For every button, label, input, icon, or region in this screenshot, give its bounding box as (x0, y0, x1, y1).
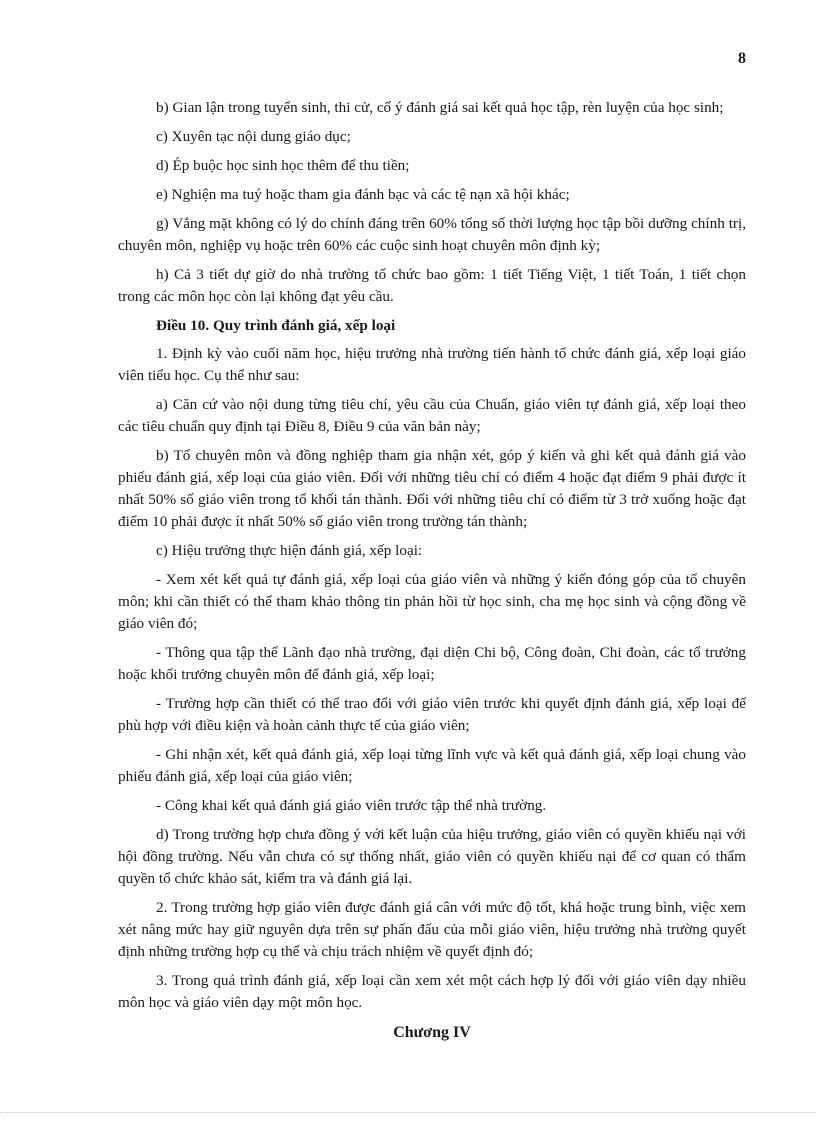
paragraph-h-lessons: h) Cả 3 tiết dự giờ do nhà trường tổ chức bao gồm: 1 tiết Tiếng Việt, 1 tiết Toán, 1 tiết chọn trong các môn học còn lại không đạt yêu cầu. (118, 266, 746, 305)
paragraph-b-fraud: b) Gian lận trong tuyển sinh, thi cử, cố ý đánh giá sai kết quả học tập, rèn luyện của học sinh; (156, 99, 724, 116)
chapter-title: Chương IV (393, 1024, 471, 1041)
paragraph-b-peer-review: b) Tổ chuyên môn và đồng nghiệp tham gia nhận xét, góp ý kiến và ghi kết quả đánh giá vào phiếu đánh giá, xếp loại của giáo viên. Đối với những tiêu chí có điểm 4 hoặc đạt điểm 9 phải được ít nhất 50% số giáo viên trong tổ khối tán thành. Đối với những tiêu chí có điểm từ 3 trở xuống hoặc đạt điểm 10 phải được ít nhất 50% số giáo viên trong trường tán thành; (118, 447, 746, 530)
bullet-record: - Ghi nhận xét, kết quả đánh giá, xếp loại từng lĩnh vực và kết quả đánh giá, xếp loại chung vào phiếu đánh giá, xếp loại của giáo viên; (118, 746, 746, 785)
paragraph-a-self-assessment: a) Căn cứ vào nội dung từng tiêu chí, yêu cầu của Chuẩn, giáo viên tự đánh giá, xếp loại theo các tiêu chuẩn quy định tại Điều 8, Điều 9 của văn bản này; (118, 396, 746, 435)
paragraph-d-complaint: d) Trong trường hợp chưa đồng ý với kết luận của hiệu trưởng, giáo viên có quyền khiếu nại với hội đồng trường. Nếu vẫn chưa có sự thống nhất, giáo viên có quyền khiếu nại để cơ quan có thẩm quyền tổ chức khảo sát, kiểm tra và đánh giá lại. (118, 826, 746, 887)
bullet-leadership: - Thông qua tập thể Lãnh đạo nhà trường, đại diện Chi bộ, Công đoàn, Chi đoàn, các tổ trưởng hoặc khối trưởng chuyên môn để đánh giá, xếp loại; (118, 644, 746, 683)
paragraph-2-borderline: 2. Trong trường hợp giáo viên được đánh giá cân với mức độ tốt, khá hoặc trung bình, việc xem xét nâng mức hay giữ nguyên dựa trên sự phấn đấu của mỗi giáo viên, hiệu trưởng nhà trường quyết định những trường hợp cụ thể và chịu trách nhiệm về quyết định đó; (118, 899, 746, 960)
paragraph-c-principal: c) Hiệu trưởng thực hiện đánh giá, xếp loại: (156, 542, 423, 559)
paragraph-3-multi-subject: 3. Trong quá trình đánh giá, xếp loại cần xem xét một cách hợp lý đối với giáo viên dạy nhiều môn học và giáo viên dạy một môn học. (118, 972, 746, 1011)
document-body (118, 97, 746, 1044)
bullet-publicize: - Công khai kết quả đánh giá giáo viên trước tập thể nhà trường. (156, 797, 547, 814)
paragraph-c-distortion: c) Xuyên tạc nội dung giáo dục; (156, 128, 351, 145)
bullet-review-results: - Xem xét kết quả tự đánh giá, xếp loại của giáo viên và những ý kiến đóng góp của tổ chuyên môn; khi cần thiết có thể tham khảo thông tin phản hồi từ học sinh, cha mẹ học sinh và cộng đồng về giáo viên đó; (118, 571, 746, 632)
paragraph-e-addiction: e) Nghiện ma tuý hoặc tham gia đánh bạc và các tệ nạn xã hội khác; (156, 186, 570, 203)
paragraph-g-absence: g) Vắng mặt không có lý do chính đáng trên 60% tổng số thời lượng học tập bồi dưỡng chính trị, chuyên môn, nghiệp vụ hoặc trên 60% các cuộc sinh hoạt chuyên môn định kỳ; (118, 215, 746, 254)
page-bottom-divider (0, 1112, 816, 1113)
paragraph-1-periodic: 1. Định kỳ vào cuối năm học, hiệu trưởng nhà trường tiến hành tổ chức đánh giá, xếp loại giáo viên tiểu học. Cụ thể như sau: (118, 345, 746, 384)
paragraph-d-forced-tutoring: d) Ép buộc học sinh học thêm để thu tiền; (156, 157, 410, 174)
article-10-heading: Điều 10. Quy trình đánh giá, xếp loại (156, 317, 396, 334)
page-number: 8 (738, 50, 746, 67)
bullet-discussion: - Trường hợp cần thiết có thể trao đổi với giáo viên trước khi quyết định đánh giá, xếp loại để phù hợp với điều kiện và hoàn cảnh thực tế của giáo viên; (118, 695, 746, 734)
